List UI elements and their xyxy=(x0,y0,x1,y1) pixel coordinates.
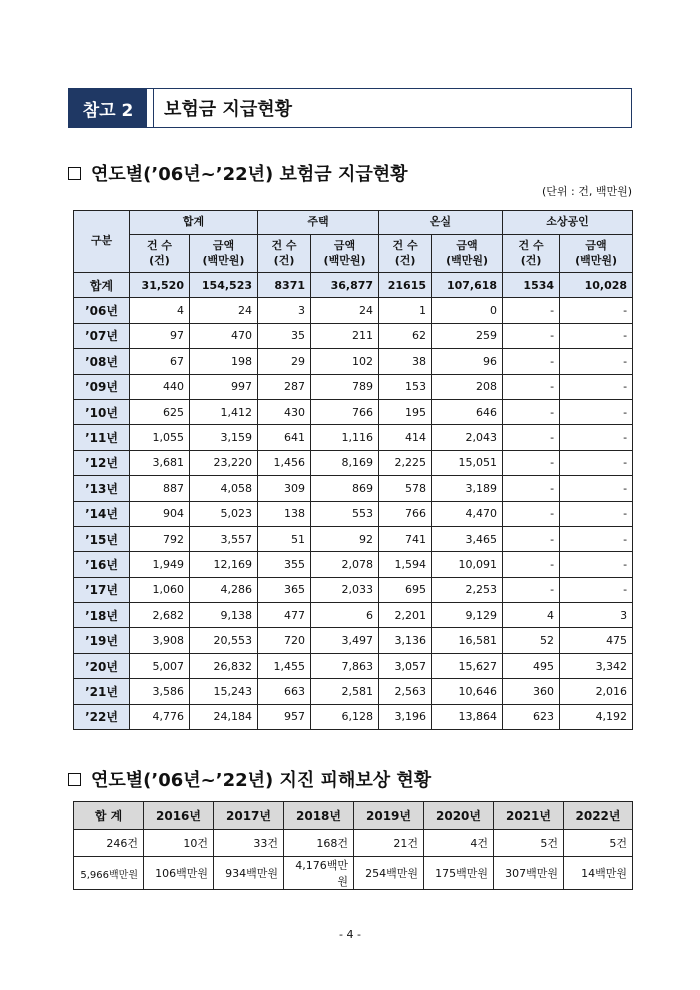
group-header-total: 합계 xyxy=(130,211,258,235)
table-cell: - xyxy=(560,450,633,475)
table-cell: 24 xyxy=(190,298,258,323)
row-label: ’09년 xyxy=(74,374,130,399)
table-cell: 102 xyxy=(311,349,379,374)
table-cell: 365 xyxy=(258,577,311,602)
table-cell: - xyxy=(503,450,560,475)
amount-subheader: 금액 (백만원) xyxy=(311,235,379,273)
count-cell: 168건 xyxy=(284,830,354,857)
table-cell: - xyxy=(560,323,633,348)
earthquake-compensation-table xyxy=(73,801,633,890)
count-subheader: 건 수 (건) xyxy=(379,235,432,273)
table-cell: 414 xyxy=(379,425,432,450)
year-row xyxy=(74,323,633,348)
table-cell: 3,908 xyxy=(130,628,190,653)
table-cell: 766 xyxy=(311,399,379,424)
table-cell: 92 xyxy=(311,526,379,551)
count-cell: 33건 xyxy=(214,830,284,857)
table-cell: - xyxy=(560,476,633,501)
amount-cell: 5,966백만원 xyxy=(74,857,144,890)
amount-subheader: 금액 (백만원) xyxy=(432,235,503,273)
row-label: ’13년 xyxy=(74,476,130,501)
table-cell: 869 xyxy=(311,476,379,501)
header-divider xyxy=(147,89,154,127)
checkbox-icon xyxy=(68,167,81,180)
table-cell: 625 xyxy=(130,399,190,424)
count-cell: 5건 xyxy=(494,830,564,857)
table-cell: 623 xyxy=(503,704,560,729)
table-cell: 789 xyxy=(311,374,379,399)
table-cell: 2,682 xyxy=(130,603,190,628)
table-cell: 2,253 xyxy=(432,577,503,602)
table-cell: 4,470 xyxy=(432,501,503,526)
year-header: 2016년 xyxy=(144,802,214,830)
table-cell: 1 xyxy=(379,298,432,323)
table-cell: - xyxy=(503,349,560,374)
amount-cell: 4,176백만원 xyxy=(284,857,354,890)
table-cell: 641 xyxy=(258,425,311,450)
table-cell: - xyxy=(560,298,633,323)
table-cell: - xyxy=(560,501,633,526)
table-cell: 287 xyxy=(258,374,311,399)
table-cell: 3,159 xyxy=(190,425,258,450)
group-header-small-business: 소상공인 xyxy=(503,211,633,235)
table-cell: 2,043 xyxy=(432,425,503,450)
group-header-greenhouse: 온실 xyxy=(379,211,503,235)
amount-cell: 254백만원 xyxy=(354,857,424,890)
row-label: ’11년 xyxy=(74,425,130,450)
year-header: 2019년 xyxy=(354,802,424,830)
row-label: ’07년 xyxy=(74,323,130,348)
row-label: ’15년 xyxy=(74,526,130,551)
insurance-payment-table xyxy=(73,210,633,730)
table-cell: 8371 xyxy=(258,273,311,298)
table-cell: 52 xyxy=(503,628,560,653)
table-cell: 1,060 xyxy=(130,577,190,602)
table-cell: 259 xyxy=(432,323,503,348)
table-cell: 1,456 xyxy=(258,450,311,475)
year-row xyxy=(74,628,633,653)
table-cell: 3,057 xyxy=(379,653,432,678)
row-label: ’18년 xyxy=(74,603,130,628)
table-cell: 3 xyxy=(258,298,311,323)
table-cell: 107,618 xyxy=(432,273,503,298)
table-cell: 3,189 xyxy=(432,476,503,501)
table-cell: 2,581 xyxy=(311,679,379,704)
table-cell: 4 xyxy=(130,298,190,323)
checkbox-icon xyxy=(68,773,81,786)
table-cell: 4,058 xyxy=(190,476,258,501)
table-cell: 12,169 xyxy=(190,552,258,577)
table-cell: 3,465 xyxy=(432,526,503,551)
table-cell: 1,594 xyxy=(379,552,432,577)
table-cell: 2,033 xyxy=(311,577,379,602)
table-cell: 6,128 xyxy=(311,704,379,729)
table-cell: 154,523 xyxy=(190,273,258,298)
table-cell: 1,055 xyxy=(130,425,190,450)
table-cell: 5,023 xyxy=(190,501,258,526)
year-header: 2021년 xyxy=(494,802,564,830)
row-label: 합계 xyxy=(74,273,130,298)
table-cell: 4 xyxy=(503,603,560,628)
table-cell: 3,196 xyxy=(379,704,432,729)
table-cell: 3,136 xyxy=(379,628,432,653)
table-cell: 36,877 xyxy=(311,273,379,298)
table-cell: 475 xyxy=(560,628,633,653)
year-row xyxy=(74,476,633,501)
row-label: ’08년 xyxy=(74,349,130,374)
table-cell: - xyxy=(503,374,560,399)
table-cell: - xyxy=(560,374,633,399)
table-cell: 0 xyxy=(432,298,503,323)
table-cell: 21615 xyxy=(379,273,432,298)
table-cell: 2,078 xyxy=(311,552,379,577)
table-cell: 2,201 xyxy=(379,603,432,628)
table-cell: 10,646 xyxy=(432,679,503,704)
year-row xyxy=(74,679,633,704)
table-cell: 208 xyxy=(432,374,503,399)
table-cell: - xyxy=(503,501,560,526)
table-cell: 663 xyxy=(258,679,311,704)
table-cell: 20,553 xyxy=(190,628,258,653)
table-cell: 2,563 xyxy=(379,679,432,704)
table-cell: 35 xyxy=(258,323,311,348)
year-header: 합 계 xyxy=(74,802,144,830)
year-header: 2020년 xyxy=(424,802,494,830)
amount-subheader: 금액 (백만원) xyxy=(190,235,258,273)
table-cell: 309 xyxy=(258,476,311,501)
table-cell: 6 xyxy=(311,603,379,628)
table-cell: 67 xyxy=(130,349,190,374)
year-row xyxy=(74,450,633,475)
year-row xyxy=(74,374,633,399)
amount-cell: 175백만원 xyxy=(424,857,494,890)
table-cell: 553 xyxy=(311,501,379,526)
table-cell: - xyxy=(503,323,560,348)
year-row xyxy=(74,603,633,628)
row-label: ’19년 xyxy=(74,628,130,653)
section1-title: 연도별(’06년~’22년) 보험금 지급현황 xyxy=(91,164,408,185)
table-cell: 26,832 xyxy=(190,653,258,678)
unit-note: (단위 : 건, 백만원) xyxy=(541,185,632,198)
year-row xyxy=(74,704,633,729)
table-cell: 15,627 xyxy=(432,653,503,678)
reference-header xyxy=(68,88,632,128)
count-cell: 21건 xyxy=(354,830,424,857)
year-row xyxy=(74,349,633,374)
table-cell: 198 xyxy=(190,349,258,374)
table-cell: 1,949 xyxy=(130,552,190,577)
table-cell: 31,520 xyxy=(130,273,190,298)
year-row xyxy=(74,526,633,551)
table-cell: 153 xyxy=(379,374,432,399)
year-header: 2018년 xyxy=(284,802,354,830)
table-cell: 62 xyxy=(379,323,432,348)
row-label: ’21년 xyxy=(74,679,130,704)
table-cell: - xyxy=(560,552,633,577)
table-cell: 15,051 xyxy=(432,450,503,475)
table-cell: 4,192 xyxy=(560,704,633,729)
table-cell: 2,016 xyxy=(560,679,633,704)
group-header-housing: 주택 xyxy=(258,211,379,235)
table-cell: - xyxy=(503,399,560,424)
row-label: ’14년 xyxy=(74,501,130,526)
table-cell: 904 xyxy=(130,501,190,526)
table-cell: 766 xyxy=(379,501,432,526)
row-label: ’06년 xyxy=(74,298,130,323)
year-row xyxy=(74,298,633,323)
total-row xyxy=(74,273,633,298)
table-cell: 3,497 xyxy=(311,628,379,653)
year-row xyxy=(74,425,633,450)
table-cell: 495 xyxy=(503,653,560,678)
table-cell: 1,455 xyxy=(258,653,311,678)
table-cell: 195 xyxy=(379,399,432,424)
table-cell: - xyxy=(503,552,560,577)
table-cell: 1,116 xyxy=(311,425,379,450)
table-cell: 10,091 xyxy=(432,552,503,577)
table-cell: 695 xyxy=(379,577,432,602)
count-subheader: 건 수 (건) xyxy=(503,235,560,273)
table-cell: 3,586 xyxy=(130,679,190,704)
year-header: 2022년 xyxy=(564,802,633,830)
count-cell: 246건 xyxy=(74,830,144,857)
table-cell: 355 xyxy=(258,552,311,577)
page-number: - 4 - xyxy=(339,928,361,941)
corner-header: 구분 xyxy=(74,211,130,273)
table-cell: - xyxy=(503,577,560,602)
table-cell: 29 xyxy=(258,349,311,374)
table-cell: 96 xyxy=(432,349,503,374)
year-row xyxy=(74,399,633,424)
table-cell: 13,864 xyxy=(432,704,503,729)
section2-heading xyxy=(68,766,431,792)
table-cell: 477 xyxy=(258,603,311,628)
table-cell: 38 xyxy=(379,349,432,374)
table-cell: 2,225 xyxy=(379,450,432,475)
table-cell: 24,184 xyxy=(190,704,258,729)
table-cell: 4,286 xyxy=(190,577,258,602)
amount-subheader: 금액 (백만원) xyxy=(560,235,633,273)
table-cell: 997 xyxy=(190,374,258,399)
table-cell: - xyxy=(560,399,633,424)
count-cell: 10건 xyxy=(144,830,214,857)
table-cell: - xyxy=(560,526,633,551)
table-cell: 957 xyxy=(258,704,311,729)
year-row xyxy=(74,552,633,577)
count-cell: 4건 xyxy=(424,830,494,857)
reference-title: 보험금 지급현황 xyxy=(164,99,292,120)
table-cell: 430 xyxy=(258,399,311,424)
table-cell: 138 xyxy=(258,501,311,526)
table-cell: 15,243 xyxy=(190,679,258,704)
table-cell: - xyxy=(560,577,633,602)
table-cell: 646 xyxy=(432,399,503,424)
table-cell: 720 xyxy=(258,628,311,653)
table-cell: 578 xyxy=(379,476,432,501)
table-cell: - xyxy=(560,349,633,374)
amount-cell: 14백만원 xyxy=(564,857,633,890)
row-label: ’22년 xyxy=(74,704,130,729)
table-cell: 3 xyxy=(560,603,633,628)
reference-tag: 참고 2 xyxy=(69,89,147,127)
table-cell: 3,342 xyxy=(560,653,633,678)
row-label: ’10년 xyxy=(74,399,130,424)
table-cell: 51 xyxy=(258,526,311,551)
amount-cell: 106백만원 xyxy=(144,857,214,890)
amount-cell: 934백만원 xyxy=(214,857,284,890)
table-cell: 360 xyxy=(503,679,560,704)
table-cell: - xyxy=(503,526,560,551)
table-cell: 9,138 xyxy=(190,603,258,628)
row-label: ’12년 xyxy=(74,450,130,475)
row-label: ’16년 xyxy=(74,552,130,577)
table-cell: 1,412 xyxy=(190,399,258,424)
table-cell: 3,557 xyxy=(190,526,258,551)
table-cell: 97 xyxy=(130,323,190,348)
table-cell: 1534 xyxy=(503,273,560,298)
year-header: 2017년 xyxy=(214,802,284,830)
table-cell: 741 xyxy=(379,526,432,551)
year-row xyxy=(74,653,633,678)
count-cell: 5건 xyxy=(564,830,633,857)
table-cell: 23,220 xyxy=(190,450,258,475)
section2-title: 연도별(’06년~’22년) 지진 피해보상 현황 xyxy=(91,770,432,791)
table-cell: - xyxy=(560,425,633,450)
table-cell: 24 xyxy=(311,298,379,323)
table-cell: 7,863 xyxy=(311,653,379,678)
section1-heading xyxy=(68,160,408,186)
table-cell: - xyxy=(503,425,560,450)
year-row xyxy=(74,577,633,602)
table-cell: 470 xyxy=(190,323,258,348)
table-cell: - xyxy=(503,298,560,323)
table-cell: 5,007 xyxy=(130,653,190,678)
table-cell: 16,581 xyxy=(432,628,503,653)
table-cell: 3,681 xyxy=(130,450,190,475)
amount-cell: 307백만원 xyxy=(494,857,564,890)
row-label: ’20년 xyxy=(74,653,130,678)
table-cell: 8,169 xyxy=(311,450,379,475)
table-cell: - xyxy=(503,476,560,501)
table-cell: 211 xyxy=(311,323,379,348)
row-label: ’17년 xyxy=(74,577,130,602)
table-cell: 9,129 xyxy=(432,603,503,628)
count-subheader: 건 수 (건) xyxy=(130,235,190,273)
count-subheader: 건 수 (건) xyxy=(258,235,311,273)
table-cell: 4,776 xyxy=(130,704,190,729)
table-cell: 10,028 xyxy=(560,273,633,298)
table-cell: 792 xyxy=(130,526,190,551)
table-cell: 440 xyxy=(130,374,190,399)
year-row xyxy=(74,501,633,526)
table-cell: 887 xyxy=(130,476,190,501)
